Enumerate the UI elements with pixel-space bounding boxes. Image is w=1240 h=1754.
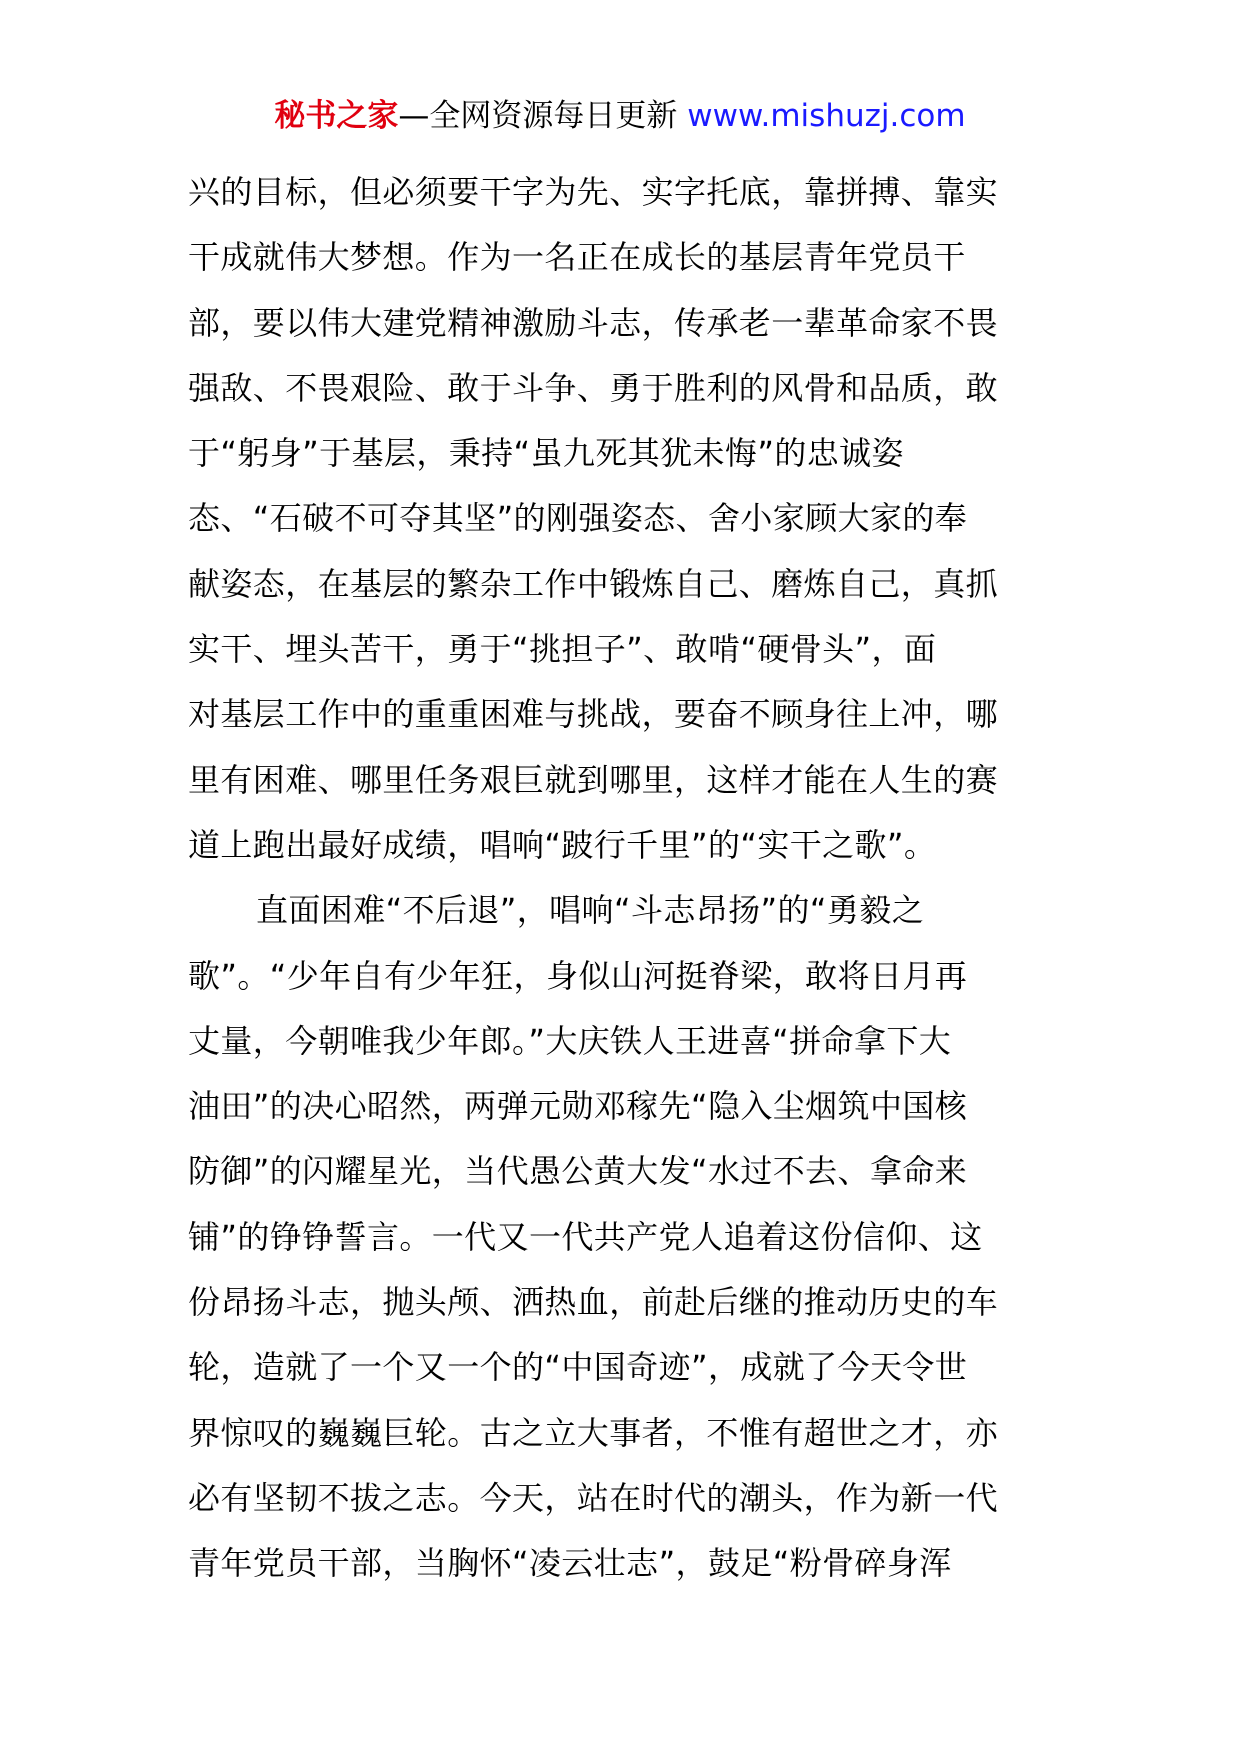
text-line: 油田”的决心昭然，两弹元勋邓稼先“隐入尘烟筑中国核 [188, 1087, 968, 1126]
text-line: 歌”。“少年自有少年狂，身似山河挺脊梁，敢将日月再 [188, 956, 968, 995]
site-slogan: —全网资源每日更新 [398, 98, 688, 134]
site-url-link[interactable]: www.mishuzj.com [687, 98, 966, 134]
site-brand-name: 秘书之家 [274, 98, 399, 134]
text-line: 干成就伟大梦想。作为一名正在成长的基层青年党员干 [188, 238, 966, 277]
text-line: 必有坚韧不拔之志。今天，站在时代的潮头，作为新一代 [188, 1478, 999, 1517]
text-line: 份昂扬斗志，抛头颅、洒热血，前赴后继的推动历史的车 [188, 1283, 999, 1322]
text-line: 道上跑出最好成绩，唱响“跛行千里”的“实干之歌”。 [188, 825, 937, 864]
text-line: 丈量，今朝唯我少年郎。”大庆铁人王进喜“拼命拿下大 [188, 1021, 952, 1060]
text-line: 界惊叹的巍巍巨轮。古之立大事者，不惟有超世之才，亦 [188, 1413, 999, 1452]
text-line: 献姿态，在基层的繁杂工作中锻炼自己、磨炼自己，真抓 [188, 564, 999, 603]
document-body [188, 160, 1058, 1597]
text-line: 青年党员干部，当胸怀“凌云壮志”，鼓足“粉骨碎身浑 [188, 1544, 952, 1583]
text-line: 铺”的铮铮誓言。一代又一代共产党人追着这份信仰、这 [188, 1217, 983, 1256]
text-line: 于“躬身”于基层，秉持“虽九死其犹未悔”的忠诚姿 [188, 434, 904, 473]
text-line: 部，要以伟大建党精神激励斗志，传承老一辈革命家不畏 [188, 303, 999, 342]
text-line: 强敌、不畏艰险、敢于斗争、勇于胜利的风骨和品质，敢 [188, 368, 999, 407]
text-line: 兴的目标，但必须要干字为先、实字托底，靠拼搏、靠实 [188, 173, 999, 211]
page-header [0, 96, 1240, 136]
text-line: 轮，造就了一个又一个的“中国奇迹”，成就了今天令世 [188, 1348, 968, 1387]
text-line: 实干、埋头苦干，勇于“挑担子”、敢啃“硬骨头”，面 [188, 630, 937, 669]
paragraph-first-line: 直面困难“不后退”，唱响“斗志昂扬”的“勇毅之 [256, 891, 925, 930]
text-line: 里有困难、哪里任务艰巨就到哪里，这样才能在人生的赛 [188, 760, 999, 799]
text-line: 态、“石破不可夺其坚”的刚强姿态、舍小家顾大家的奉 [188, 499, 968, 538]
text-line: 对基层工作中的重重困难与挑战，要奋不顾身往上冲，哪 [188, 695, 999, 734]
text-line: 防御”的闪耀星光，当代愚公黄大发“水过不去、拿命来 [188, 1152, 968, 1191]
